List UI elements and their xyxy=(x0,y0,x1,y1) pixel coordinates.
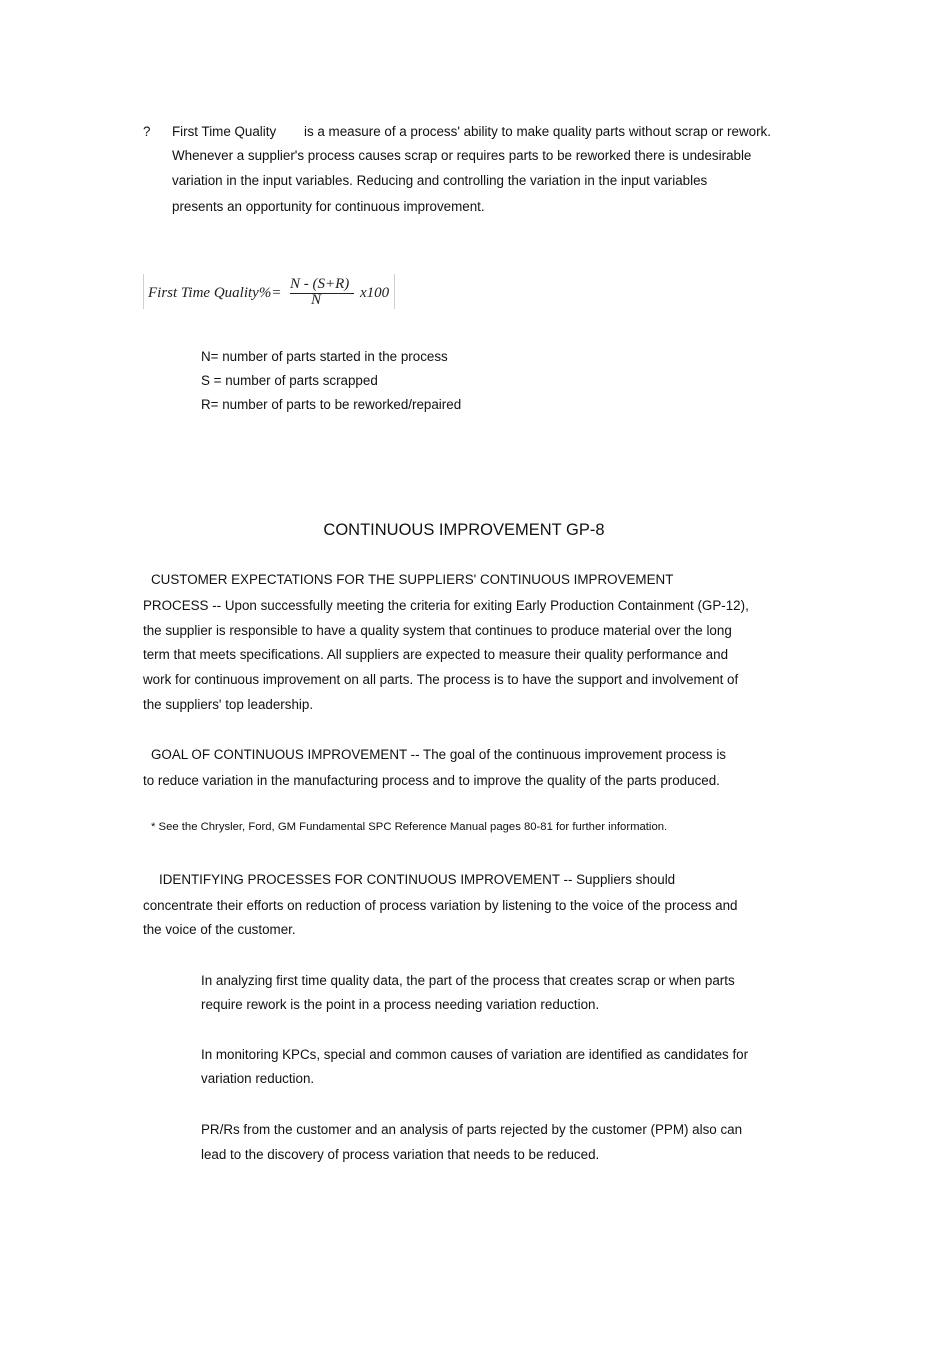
paragraph-line: the suppliers' top leadership. xyxy=(143,697,314,712)
ftq-line: is a measure of a process' ability to make quality parts without scrap or rework. xyxy=(304,124,771,139)
paragraph-line: the supplier is responsible to have a quality system that continues to produce material over the long xyxy=(143,623,732,638)
point-line: variation reduction. xyxy=(201,1071,315,1086)
paragraph-line: work for continuous improvement on all parts. The process is to have the support and involvement of xyxy=(143,672,739,687)
formula-numerator: N - (S+R) xyxy=(290,276,350,292)
paragraph-line: GOAL OF CONTINUOUS IMPROVEMENT -- The goal of the continuous improvement process is xyxy=(151,747,726,762)
definition-item: R= number of parts to be reworked/repaired xyxy=(201,397,462,412)
paragraph-line: term that meets specifications. All suppliers are expected to measure their quality performance and xyxy=(143,647,729,662)
paragraph-line: to reduce variation in the manufacturing process and to improve the quality of the parts produced. xyxy=(143,773,720,788)
section-title: CONTINUOUS IMPROVEMENT GP-8 xyxy=(323,521,605,539)
formula-fraction-bar xyxy=(290,293,354,294)
point-line: PR/Rs from the customer and an analysis of parts rejected by the customer (PPM) also can xyxy=(201,1122,743,1137)
point-line: In analyzing first time quality data, the part of the process that creates scrap or when parts xyxy=(201,973,735,988)
paragraph-line: IDENTIFYING PROCESSES FOR CONTINUOUS IMPROVEMENT -- Suppliers should xyxy=(159,872,676,887)
footnote: * See the Chrysler, Ford, GM Fundamental SPC Reference Manual pages 80-81 for further information. xyxy=(151,821,668,833)
formula-multiplier: x100 xyxy=(360,285,390,301)
paragraph-line: CUSTOMER EXPECTATIONS FOR THE SUPPLIERS' CONTINUOUS IMPROVEMENT xyxy=(151,572,674,587)
formula-denominator: N xyxy=(311,292,322,308)
point-line: require rework is the point in a process needing variation reduction. xyxy=(201,997,600,1012)
paragraph-line: the voice of the customer. xyxy=(143,922,296,937)
point-line: In monitoring KPCs, special and common causes of variation are identified as candidates for xyxy=(201,1047,749,1062)
formula-lhs: First Time Quality%= xyxy=(148,285,282,301)
ftq-formula xyxy=(143,274,395,309)
definition-item: N= number of parts started in the process xyxy=(201,349,448,364)
paragraph-line: concentrate their efforts on reduction of process variation by listening to the voice of the process and xyxy=(143,898,738,913)
definition-item: S = number of parts scrapped xyxy=(201,373,378,388)
ftq-line: variation in the input variables. Reducing and controlling the variation in the input variables xyxy=(172,173,708,188)
bullet-marker: ? xyxy=(143,124,151,139)
ftq-line: presents an opportunity for continuous improvement. xyxy=(172,199,485,214)
point-line: lead to the discovery of process variation that needs to be reduced. xyxy=(201,1147,600,1162)
paragraph-line: PROCESS -- Upon successfully meeting the criteria for exiting Early Production Containment (GP-12), xyxy=(143,598,749,613)
ftq-term: First Time Quality xyxy=(172,124,277,139)
ftq-line: Whenever a supplier's process causes scrap or requires parts to be reworked there is undesirable xyxy=(172,148,752,163)
